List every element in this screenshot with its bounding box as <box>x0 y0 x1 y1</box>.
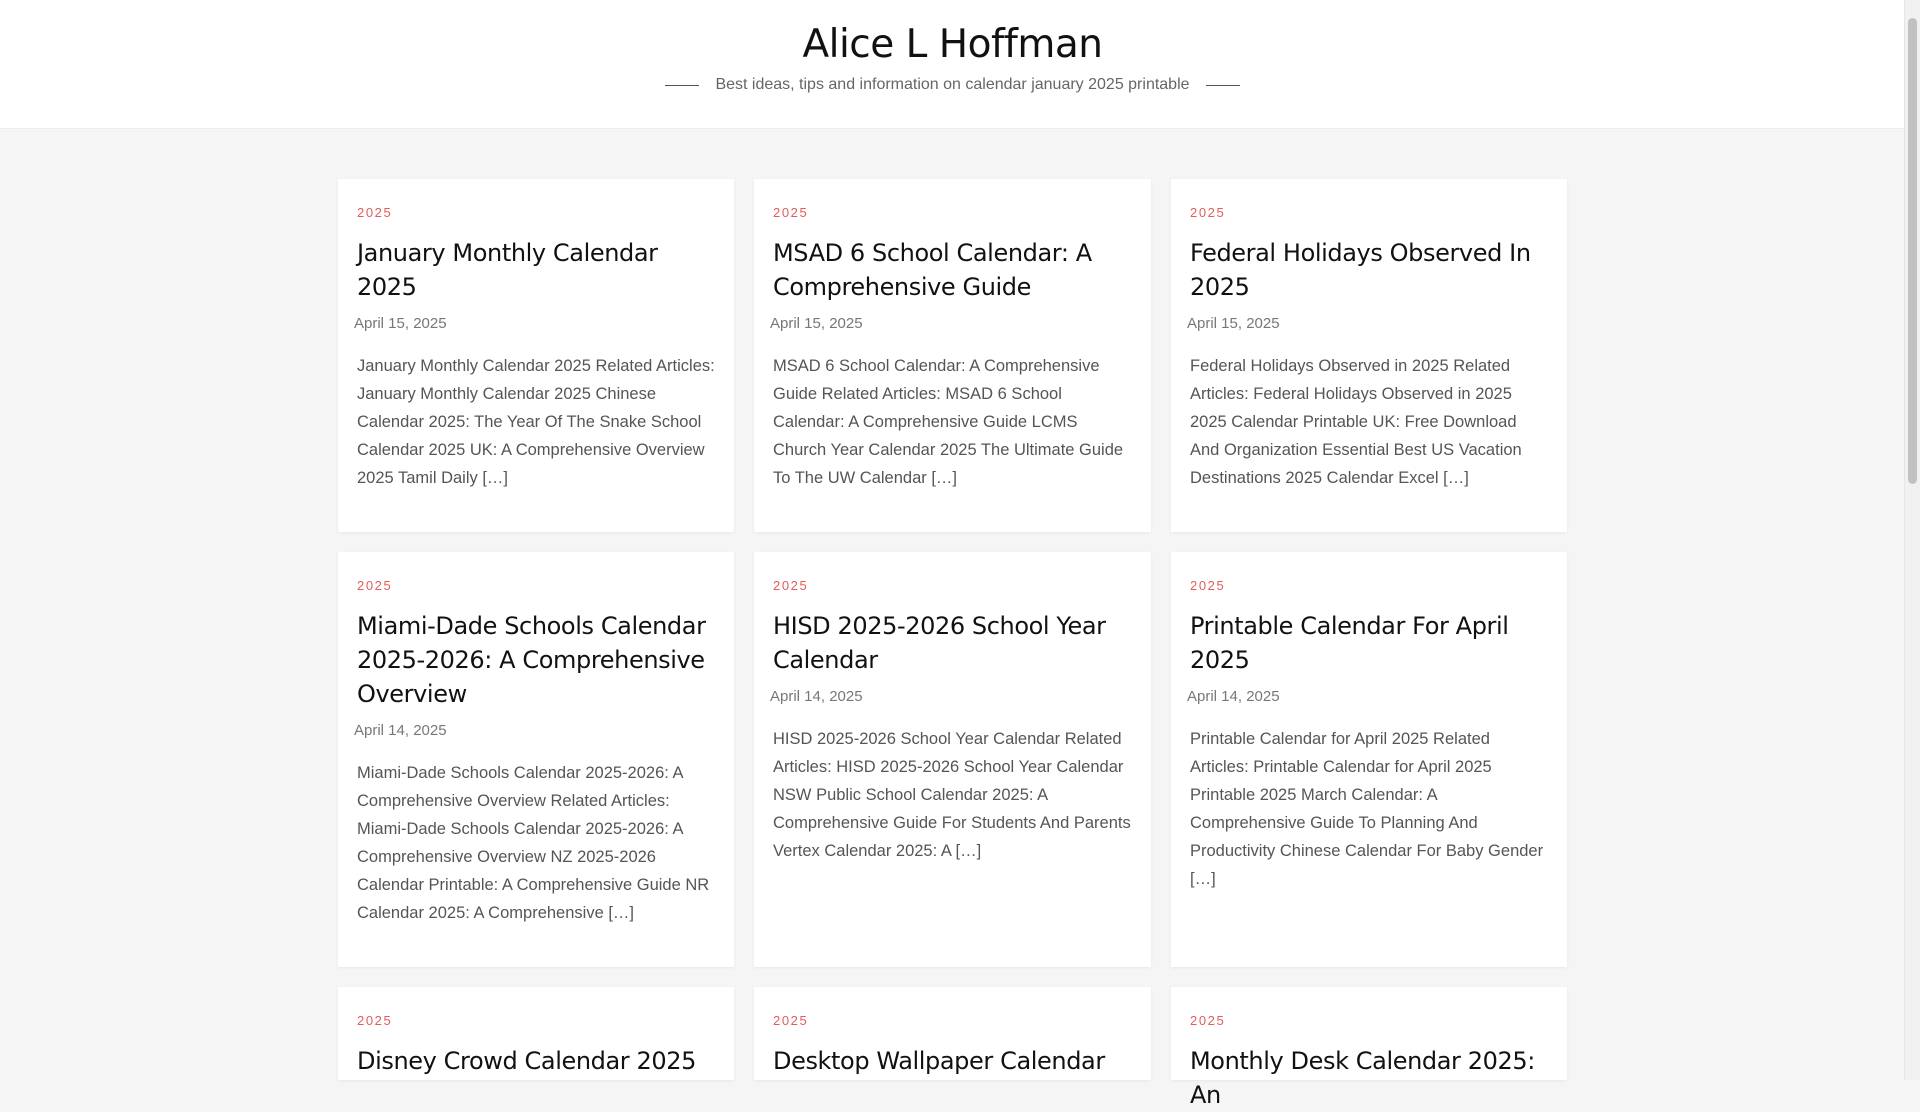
post-card <box>754 179 1151 532</box>
post-category-link[interactable]: 2025 <box>1190 1013 1226 1028</box>
post-card <box>754 987 1151 1080</box>
post-card <box>338 552 734 967</box>
post-title-link[interactable]: January Monthly Calendar 2025 <box>357 239 658 301</box>
post-card <box>338 987 734 1080</box>
post-date[interactable]: April 14, 2025 <box>1187 688 1280 705</box>
post-date[interactable]: April 15, 2025 <box>1187 315 1280 332</box>
post-category-link[interactable]: 2025 <box>773 1013 809 1028</box>
tagline-row <box>0 76 1905 94</box>
site-tagline: Best ideas, tips and information on calendar january 2025 printable <box>715 76 1190 93</box>
post-date[interactable]: April 15, 2025 <box>770 315 863 332</box>
post-date[interactable]: April 15, 2025 <box>354 315 447 332</box>
post-date[interactable]: April 14, 2025 <box>354 722 447 739</box>
site-title[interactable]: Alice L Hoffman <box>802 22 1103 67</box>
post-category-link[interactable]: 2025 <box>773 578 809 593</box>
site-header <box>0 0 1905 129</box>
post-card <box>754 552 1151 967</box>
post-excerpt: Miami-Dade Schools Calendar 2025-2026: A Comprehensive Overview Related Articles: Miami-Dade Schools Calendar 2025-2026: A Comprehensive Overview NZ 2025-2026 Calendar Printable: A Comprehensive Guide NR Calendar 2025: A Comprehensive […] <box>357 764 710 922</box>
post-date[interactable]: April 14, 2025 <box>770 688 863 705</box>
post-category-link[interactable]: 2025 <box>357 205 393 220</box>
post-card <box>1171 987 1567 1109</box>
post-category-link[interactable]: 2025 <box>773 205 809 220</box>
post-title-link[interactable]: Miami-Dade Schools Calendar 2025-2026: A Comprehensive Overview <box>357 612 706 708</box>
post-card <box>338 179 734 532</box>
post-category-link[interactable]: 2025 <box>1190 578 1226 593</box>
post-category-link[interactable]: 2025 <box>357 1013 393 1028</box>
tagline-divider-right <box>1206 85 1240 86</box>
scrollbar-thumb[interactable] <box>1908 18 1917 484</box>
post-title-link[interactable]: MSAD 6 School Calendar: A Comprehensive Guide <box>773 239 1092 301</box>
post-title-link[interactable]: Disney Crowd Calendar 2025 <box>357 1047 696 1075</box>
post-excerpt: January Monthly Calendar 2025 Related Articles: January Monthly Calendar 2025 Chinese Calendar 2025: The Year Of The Snake School Calendar 2025 UK: A Comprehensive Overview 2025 Tamil Daily […] <box>357 357 715 487</box>
post-title-link[interactable]: Desktop Wallpaper Calendar <box>773 1047 1105 1075</box>
post-excerpt: Federal Holidays Observed in 2025 Related Articles: Federal Holidays Observed in 2025 2025 Calendar Printable UK: Free Download And Organization Essential Best US Vacation Destinations 2025 Calendar Excel […] <box>1190 357 1522 487</box>
post-title-link[interactable]: Monthly Desk Calendar 2025: An <box>1190 1047 1535 1109</box>
post-excerpt: HISD 2025-2026 School Year Calendar Related Articles: HISD 2025-2026 School Year Calendar NSW Public School Calendar 2025: A Comprehensive Guide For Students And Parents Vertex Calendar 2025: A […] <box>773 730 1131 860</box>
post-excerpt: MSAD 6 School Calendar: A Comprehensive Guide Related Articles: MSAD 6 School Calendar: A Comprehensive Guide LCMS Church Year Calendar 2025 The Ultimate Guide To The UW Calendar […] <box>773 357 1124 487</box>
post-title-link[interactable]: Printable Calendar For April 2025 <box>1190 612 1509 674</box>
vertical-scrollbar[interactable] <box>1904 0 1920 1080</box>
post-excerpt: Printable Calendar for April 2025 Related Articles: Printable Calendar for April 2025 Printable 2025 March Calendar: A Comprehensive Guide To Planning And Productivity Chinese Calendar For Baby Gender […] <box>1190 730 1544 888</box>
post-category-link[interactable]: 2025 <box>1190 205 1226 220</box>
post-category-link[interactable]: 2025 <box>357 578 393 593</box>
post-card <box>1171 552 1567 967</box>
post-title-link[interactable]: Federal Holidays Observed In 2025 <box>1190 239 1531 301</box>
tagline-divider-left <box>665 85 699 86</box>
post-title-link[interactable]: HISD 2025-2026 School Year Calendar <box>773 612 1106 674</box>
post-card <box>1171 179 1567 532</box>
